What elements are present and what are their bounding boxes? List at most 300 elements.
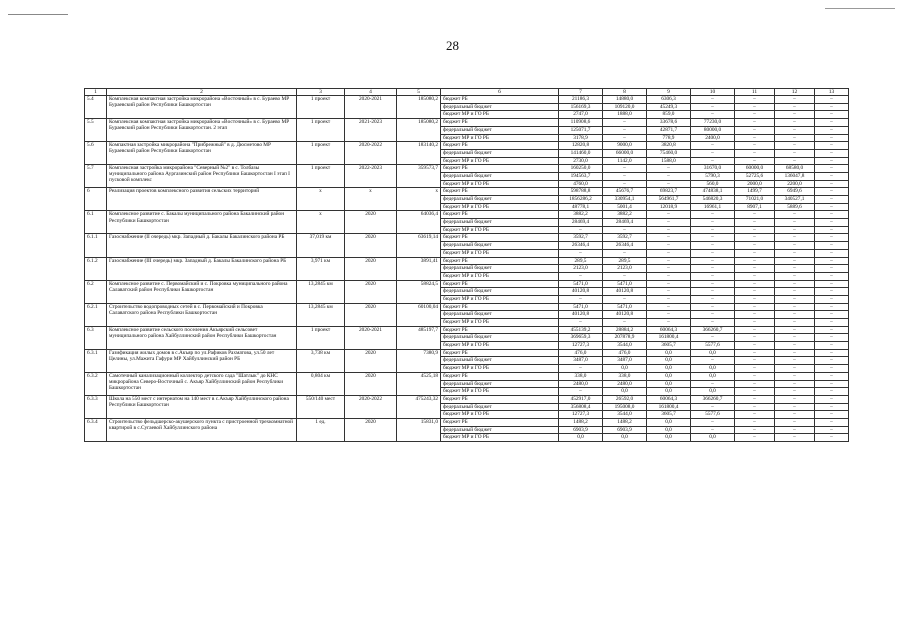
amount-cell: 110908,6 bbox=[559, 119, 603, 127]
capacity: 3,971 км bbox=[297, 257, 345, 280]
amount-cell: – bbox=[603, 272, 647, 280]
total-cost: х bbox=[397, 188, 441, 211]
period: 2020 bbox=[345, 234, 397, 257]
amount-cell: – bbox=[735, 365, 775, 373]
amount-cell: – bbox=[735, 126, 775, 134]
amount-cell: 0,0 bbox=[603, 388, 647, 396]
amount-cell: – bbox=[815, 188, 849, 196]
amount-cell: – bbox=[691, 418, 735, 426]
amount-cell: – bbox=[775, 380, 815, 388]
funding-source: бюджет РБ bbox=[441, 234, 559, 242]
amount-cell: 136047,8 bbox=[775, 172, 815, 180]
amount-cell: – bbox=[691, 265, 735, 273]
amount-cell: – bbox=[735, 349, 775, 357]
period: 2020 bbox=[345, 372, 397, 395]
amount-cell: 26346,4 bbox=[603, 242, 647, 250]
amount-cell: 0,0 bbox=[647, 426, 691, 434]
amount-cell: – bbox=[815, 372, 849, 380]
amount-cell: 66000,0 bbox=[603, 149, 647, 157]
amount-cell: – bbox=[775, 357, 815, 365]
amount-cell: – bbox=[691, 219, 735, 227]
amount-cell: 8907,1 bbox=[735, 203, 775, 211]
amount-cell: – bbox=[775, 342, 815, 350]
amount-cell: – bbox=[735, 265, 775, 273]
amount-cell: 1588,0 bbox=[647, 157, 691, 165]
column-number-header: 5 bbox=[397, 89, 441, 96]
amount-cell: – bbox=[775, 226, 815, 234]
funding-source: бюджет РБ bbox=[441, 119, 559, 127]
period: 2020 bbox=[345, 211, 397, 234]
amount-cell: – bbox=[691, 288, 735, 296]
total-cost: 359573,7 bbox=[397, 165, 441, 188]
item-name: Газоснабжение (III очередь) мкр. Западный д. Бакалы Бакалинского района РБ bbox=[107, 257, 297, 280]
amount-cell: 6903,9 bbox=[559, 426, 603, 434]
amount-cell: – bbox=[775, 319, 815, 327]
funding-source: федеральный бюджет bbox=[441, 103, 559, 111]
amount-cell: – bbox=[775, 134, 815, 142]
amount-cell: – bbox=[815, 234, 849, 242]
column-number-header: 13 bbox=[815, 89, 849, 96]
funding-source: бюджет МР и ГО РБ bbox=[441, 295, 559, 303]
amount-cell: 40120,8 bbox=[559, 288, 603, 296]
amount-cell: 33678,6 bbox=[647, 119, 691, 127]
amount-cell: – bbox=[603, 119, 647, 127]
total-cost: 7380,9 bbox=[397, 349, 441, 372]
amount-cell: – bbox=[775, 265, 815, 273]
amount-cell: 340527,1 bbox=[775, 196, 815, 204]
amount-cell: – bbox=[735, 249, 775, 257]
amount-cell: – bbox=[735, 103, 775, 111]
funding-source: бюджет МР и ГО РБ bbox=[441, 226, 559, 234]
amount-cell: – bbox=[815, 418, 849, 426]
amount-cell: 26592,0 bbox=[603, 395, 647, 403]
amount-cell: – bbox=[815, 326, 849, 334]
total-cost: 58824,5 bbox=[397, 280, 441, 303]
amount-cell: – bbox=[775, 119, 815, 127]
amount-cell: 26346,4 bbox=[559, 242, 603, 250]
period: 2022-2023 bbox=[345, 165, 397, 188]
total-cost: 475243,32 bbox=[397, 395, 441, 418]
amount-cell: – bbox=[815, 288, 849, 296]
capacity: 1 проект bbox=[297, 142, 345, 165]
amount-cell: 0,0 bbox=[647, 365, 691, 373]
funding-source: бюджет МР и ГО РБ bbox=[441, 388, 559, 396]
amount-cell: – bbox=[691, 257, 735, 265]
amount-cell: – bbox=[775, 257, 815, 265]
column-number-header: 9 bbox=[647, 89, 691, 96]
item-name: Компактная застройка микрорайона "Прибрежный" в д. Дюсметово МР Бураевский район Республики Башкортостан bbox=[107, 142, 297, 165]
amount-cell: 4760,0 bbox=[559, 180, 603, 188]
column-number-header: 1 bbox=[85, 89, 107, 96]
item-name: Школа на 550 мест с интернатом на 140 мест в с.Акъяр Хайбуллинского района Республики Башкортостан bbox=[107, 395, 297, 418]
amount-cell: 0,0 bbox=[603, 434, 647, 442]
amount-cell: – bbox=[735, 96, 775, 104]
period: 2020 bbox=[345, 257, 397, 280]
funding-source: федеральный бюджет bbox=[441, 403, 559, 411]
amount-cell: 0,0 bbox=[691, 372, 735, 380]
amount-cell: – bbox=[735, 395, 775, 403]
row-number: 6.2.1 bbox=[85, 303, 107, 326]
amount-cell: – bbox=[815, 426, 849, 434]
amount-cell: – bbox=[815, 311, 849, 319]
amount-cell: – bbox=[815, 334, 849, 342]
column-number-header: 12 bbox=[775, 89, 815, 96]
item-name: Реализация проектов комплексного развития сельских территорий bbox=[107, 188, 297, 211]
amount-cell: – bbox=[775, 96, 815, 104]
amount-cell: – bbox=[815, 119, 849, 127]
amount-cell: 60064,3 bbox=[647, 395, 691, 403]
amount-cell: – bbox=[735, 119, 775, 127]
amount-cell: 0,0 bbox=[647, 372, 691, 380]
amount-cell: – bbox=[815, 388, 849, 396]
amount-cell: – bbox=[815, 411, 849, 419]
period: 2020 bbox=[345, 418, 397, 441]
amount-cell: – bbox=[775, 149, 815, 157]
capacity: 1 проект bbox=[297, 96, 345, 119]
amount-cell: – bbox=[815, 211, 849, 219]
amount-cell: – bbox=[691, 96, 735, 104]
funding-source: федеральный бюджет bbox=[441, 380, 559, 388]
funding-source: бюджет РБ bbox=[441, 349, 559, 357]
item-name: Комплексное развитие сельского поселения Акъярский сельсовет муниципального района Хайбуллинский район Республики Башкортостан bbox=[107, 326, 297, 349]
amount-cell: 3592,7 bbox=[603, 234, 647, 242]
amount-cell: 3605,7 bbox=[647, 342, 691, 350]
amount-cell: 366260,7 bbox=[691, 395, 735, 403]
period: 2020 bbox=[345, 280, 397, 303]
amount-cell: – bbox=[735, 418, 775, 426]
amount-cell: 52725,6 bbox=[735, 172, 775, 180]
amount-cell: – bbox=[775, 295, 815, 303]
total-cost: 185080,2 bbox=[397, 119, 441, 142]
funding-source: федеральный бюджет bbox=[441, 196, 559, 204]
funding-source: федеральный бюджет bbox=[441, 242, 559, 250]
amount-cell: – bbox=[735, 319, 775, 327]
amount-cell: 5471,0 bbox=[603, 280, 647, 288]
amount-cell: 0,0 bbox=[647, 418, 691, 426]
amount-cell: – bbox=[815, 395, 849, 403]
funding-source: бюджет РБ bbox=[441, 188, 559, 196]
amount-cell: – bbox=[775, 334, 815, 342]
amount-cell: – bbox=[735, 372, 775, 380]
program-table bbox=[84, 88, 849, 442]
amount-cell: – bbox=[691, 149, 735, 157]
amount-cell: 778,9 bbox=[647, 134, 691, 142]
funding-source: федеральный бюджет bbox=[441, 357, 559, 365]
funding-source: бюджет МР и ГО РБ bbox=[441, 272, 559, 280]
amount-cell: – bbox=[775, 365, 815, 373]
amount-cell: 546820,3 bbox=[691, 196, 735, 204]
amount-cell: – bbox=[815, 126, 849, 134]
amount-cell: 338,0 bbox=[603, 372, 647, 380]
amount-cell: – bbox=[735, 434, 775, 442]
amount-cell: 6306,3 bbox=[647, 96, 691, 104]
amount-cell: – bbox=[559, 295, 603, 303]
row-number: 6.1.1 bbox=[85, 234, 107, 257]
amount-cell: 5577,6 bbox=[691, 342, 735, 350]
amount-cell: – bbox=[815, 295, 849, 303]
table-row bbox=[85, 188, 849, 196]
amount-cell: – bbox=[559, 319, 603, 327]
amount-cell: 28469,4 bbox=[603, 219, 647, 227]
table-row bbox=[85, 257, 849, 265]
amount-cell: – bbox=[815, 280, 849, 288]
amount-cell: 156169,3 bbox=[559, 103, 603, 111]
amount-cell: 369659,3 bbox=[559, 334, 603, 342]
total-cost: 183140,2 bbox=[397, 142, 441, 165]
amount-cell: 0,0 bbox=[647, 388, 691, 396]
amount-cell: – bbox=[775, 111, 815, 119]
amount-cell: 2123,0 bbox=[603, 265, 647, 273]
funding-source: бюджет РБ bbox=[441, 165, 559, 173]
amount-cell: 16961,1 bbox=[691, 203, 735, 211]
amount-cell: – bbox=[647, 211, 691, 219]
funding-source: бюджет РБ bbox=[441, 326, 559, 334]
funding-source: бюджет МР и ГО РБ bbox=[441, 180, 559, 188]
amount-cell: – bbox=[735, 211, 775, 219]
funding-source: федеральный бюджет bbox=[441, 126, 559, 134]
amount-cell: 356808,4 bbox=[559, 403, 603, 411]
amount-cell: 195008,0 bbox=[603, 403, 647, 411]
funding-source: бюджет РБ bbox=[441, 211, 559, 219]
amount-cell: – bbox=[735, 134, 775, 142]
amount-cell: – bbox=[815, 434, 849, 442]
amount-cell: – bbox=[775, 434, 815, 442]
funding-source: бюджет МР и ГО РБ bbox=[441, 157, 559, 165]
total-cost: 15831,0 bbox=[397, 418, 441, 441]
amount-cell: 45676,7 bbox=[603, 188, 647, 196]
amount-cell: 1856286,2 bbox=[559, 196, 603, 204]
amount-cell: – bbox=[815, 165, 849, 173]
amount-cell: – bbox=[815, 257, 849, 265]
amount-cell: 109120,0 bbox=[603, 103, 647, 111]
amount-cell: 60064,3 bbox=[647, 326, 691, 334]
amount-cell: – bbox=[603, 295, 647, 303]
capacity: 1 ед. bbox=[297, 418, 345, 441]
funding-source: бюджет МР и ГО РБ bbox=[441, 365, 559, 373]
funding-source: бюджет МР и ГО РБ bbox=[441, 111, 559, 119]
period: 2020-2021 bbox=[345, 96, 397, 119]
period: 2020-2021 bbox=[345, 326, 397, 349]
amount-cell: – bbox=[775, 103, 815, 111]
amount-cell: – bbox=[603, 134, 647, 142]
amount-cell: – bbox=[775, 403, 815, 411]
amount-cell: – bbox=[735, 334, 775, 342]
item-name: Самотечный канализационный коллектор детского сада "Шатлык" до КНС микрорайона Северо-Восточный с. Акъяр Хайбуллинский район Республики Башкортостан bbox=[107, 372, 297, 395]
amount-cell: – bbox=[691, 211, 735, 219]
amount-cell: 40120,8 bbox=[559, 311, 603, 319]
amount-cell: – bbox=[735, 157, 775, 165]
funding-source: бюджет МР и ГО РБ bbox=[441, 319, 559, 327]
amount-cell: – bbox=[775, 142, 815, 150]
amount-cell: – bbox=[735, 226, 775, 234]
amount-cell: 476,0 bbox=[559, 349, 603, 357]
amount-cell: 3487,0 bbox=[603, 357, 647, 365]
amount-cell: 42871,7 bbox=[647, 126, 691, 134]
amount-cell: – bbox=[775, 372, 815, 380]
period: 2020 bbox=[345, 349, 397, 372]
amount-cell: 2480,0 bbox=[603, 380, 647, 388]
total-cost: 60100,04 bbox=[397, 303, 441, 326]
amount-cell: – bbox=[691, 319, 735, 327]
item-name: Комплексная компактная застройка микрорайона «Восточный» в с. Бураево МР Бураевский район Республики Башкортостан bbox=[107, 96, 297, 119]
amount-cell: – bbox=[775, 288, 815, 296]
funding-source: федеральный бюджет bbox=[441, 334, 559, 342]
top-rule-right bbox=[825, 8, 895, 9]
amount-cell: – bbox=[775, 219, 815, 227]
amount-cell: – bbox=[775, 311, 815, 319]
amount-cell: – bbox=[603, 249, 647, 257]
amount-cell: – bbox=[815, 272, 849, 280]
amount-cell: – bbox=[735, 234, 775, 242]
amount-cell: – bbox=[647, 280, 691, 288]
funding-source: бюджет МР и ГО РБ bbox=[441, 134, 559, 142]
amount-cell: – bbox=[735, 426, 775, 434]
amount-cell: – bbox=[815, 196, 849, 204]
column-number-header: 6 bbox=[441, 89, 559, 96]
row-number: 6.3.2 bbox=[85, 372, 107, 395]
amount-cell: 564961,7 bbox=[647, 196, 691, 204]
amount-cell: 2400,0 bbox=[691, 134, 735, 142]
amount-cell: – bbox=[691, 272, 735, 280]
amount-cell: 71021,0 bbox=[735, 196, 775, 204]
capacity: 1 проект bbox=[297, 326, 345, 349]
amount-cell: 0,0 bbox=[647, 357, 691, 365]
item-name: Газификация жилых домов в с.Акъяр по ул.Рафиков Рахматова, ул.50 лет Целины, ул.Мажита Гафури МР Хайбуллинский район РБ bbox=[107, 349, 297, 372]
funding-source: бюджет МР и ГО РБ bbox=[441, 434, 559, 442]
amount-cell: 6949,6 bbox=[775, 188, 815, 196]
capacity: 13,2845 км bbox=[297, 280, 345, 303]
amount-cell: 161800,4 bbox=[647, 334, 691, 342]
funding-source: федеральный бюджет bbox=[441, 426, 559, 434]
funding-source: бюджет МР и ГО РБ bbox=[441, 249, 559, 257]
amount-cell: 366260,7 bbox=[691, 326, 735, 334]
total-cost: 185080,2 bbox=[397, 96, 441, 119]
amount-cell: – bbox=[603, 172, 647, 180]
amount-cell: – bbox=[647, 249, 691, 257]
amount-cell: – bbox=[647, 272, 691, 280]
table-row bbox=[85, 119, 849, 127]
amount-cell: 2747,0 bbox=[559, 111, 603, 119]
amount-cell: – bbox=[603, 226, 647, 234]
table-row bbox=[85, 303, 849, 311]
amount-cell: – bbox=[735, 342, 775, 350]
amount-cell: 5471,0 bbox=[603, 303, 647, 311]
funding-source: бюджет МР и ГО РБ bbox=[441, 203, 559, 211]
amount-cell: 3592,7 bbox=[559, 234, 603, 242]
amount-cell: – bbox=[815, 180, 849, 188]
table-row bbox=[85, 372, 849, 380]
amount-cell: – bbox=[815, 111, 849, 119]
amount-cell: – bbox=[647, 242, 691, 250]
amount-cell: – bbox=[815, 265, 849, 273]
amount-cell: 31670,0 bbox=[691, 165, 735, 173]
table-row bbox=[85, 326, 849, 334]
funding-source: бюджет МР и ГО РБ bbox=[441, 342, 559, 350]
capacity: 0,804 км bbox=[297, 372, 345, 395]
amount-cell: – bbox=[815, 149, 849, 157]
funding-source: федеральный бюджет bbox=[441, 172, 559, 180]
amount-cell: 12820,8 bbox=[559, 142, 603, 150]
period: 2020-2022 bbox=[345, 142, 397, 165]
amount-cell: – bbox=[775, 211, 815, 219]
amount-cell: 598788,8 bbox=[559, 188, 603, 196]
amount-cell: 5001,4 bbox=[603, 203, 647, 211]
amount-cell: – bbox=[815, 203, 849, 211]
amount-cell: – bbox=[691, 242, 735, 250]
capacity: х bbox=[297, 211, 345, 234]
funding-source: бюджет МР и ГО РБ bbox=[441, 411, 559, 419]
funding-source: федеральный бюджет bbox=[441, 265, 559, 273]
amount-cell: 476,0 bbox=[603, 349, 647, 357]
amount-cell: – bbox=[647, 219, 691, 227]
header-row bbox=[85, 89, 849, 96]
row-number: 6.2 bbox=[85, 280, 107, 303]
row-number: 6.3.3 bbox=[85, 395, 107, 418]
capacity: 1 проект bbox=[297, 119, 345, 142]
amount-cell: 0,0 bbox=[691, 365, 735, 373]
amount-cell: – bbox=[775, 242, 815, 250]
funding-source: федеральный бюджет bbox=[441, 219, 559, 227]
capacity: 1 проект bbox=[297, 165, 345, 188]
amount-cell: 3605,7 bbox=[647, 411, 691, 419]
amount-cell: – bbox=[647, 180, 691, 188]
funding-source: федеральный бюджет bbox=[441, 149, 559, 157]
total-cost: 3891,41 bbox=[397, 257, 441, 280]
amount-cell: – bbox=[647, 265, 691, 273]
table-row bbox=[85, 211, 849, 219]
amount-cell: 1488,2 bbox=[603, 418, 647, 426]
amount-cell: – bbox=[815, 349, 849, 357]
amount-cell: – bbox=[735, 403, 775, 411]
amount-cell: – bbox=[559, 272, 603, 280]
amount-cell: 3820,8 bbox=[647, 142, 691, 150]
amount-cell: 0,0 bbox=[691, 434, 735, 442]
amount-cell: 75460,0 bbox=[647, 149, 691, 157]
amount-cell: 5889,6 bbox=[775, 203, 815, 211]
total-cost: 64036,4 bbox=[397, 211, 441, 234]
table-row bbox=[85, 142, 849, 150]
amount-cell: – bbox=[775, 249, 815, 257]
amount-cell: – bbox=[815, 172, 849, 180]
amount-cell: – bbox=[815, 403, 849, 411]
funding-source: бюджет РБ bbox=[441, 395, 559, 403]
funding-source: бюджет РБ bbox=[441, 280, 559, 288]
period: 2021-2023 bbox=[345, 119, 397, 142]
amount-cell: – bbox=[735, 388, 775, 396]
amount-cell: 330954,1 bbox=[603, 196, 647, 204]
amount-cell: – bbox=[735, 142, 775, 150]
item-name: Газоснабжение (II очередь) мкр. Западный д. Бакалы Бакалинского района РБ bbox=[107, 234, 297, 257]
amount-cell: 21186,3 bbox=[559, 96, 603, 104]
amount-cell: – bbox=[735, 411, 775, 419]
amount-cell: 2200,0 bbox=[775, 180, 815, 188]
amount-cell: – bbox=[775, 280, 815, 288]
amount-cell: – bbox=[691, 157, 735, 165]
table-row bbox=[85, 280, 849, 288]
amount-cell: – bbox=[815, 96, 849, 104]
table-row bbox=[85, 418, 849, 426]
amount-cell: 3544,0 bbox=[603, 411, 647, 419]
amount-cell: 338,0 bbox=[559, 372, 603, 380]
amount-cell: – bbox=[815, 342, 849, 350]
table-row bbox=[85, 165, 849, 173]
table-row bbox=[85, 234, 849, 242]
funding-source: бюджет РБ bbox=[441, 142, 559, 150]
amount-cell: – bbox=[815, 365, 849, 373]
amount-cell: 0,0 bbox=[559, 434, 603, 442]
column-number-header: 8 bbox=[603, 89, 647, 96]
amount-cell: 60000,0 bbox=[735, 165, 775, 173]
